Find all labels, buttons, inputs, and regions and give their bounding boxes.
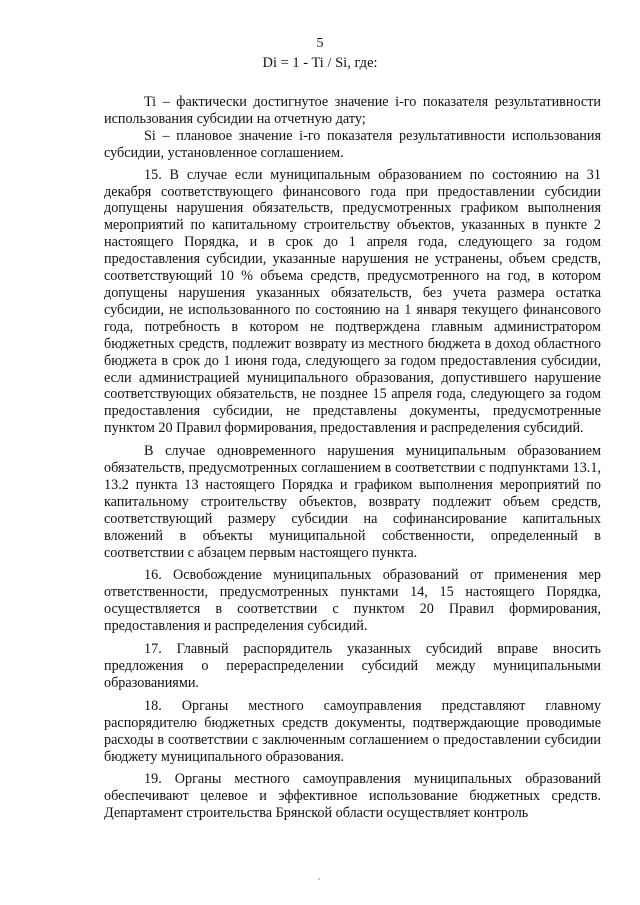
page-number: 5 — [316, 36, 324, 51]
paragraph-clause-15-part-2: В случае одновременного нарушения муниципальным образованием обязательств, предусмотренных соглашением в соответствии с подпунктами 13.1, 13.2 пункта 13 настоящего Порядка и графиком выполнения мероприятий по капитальному строительству объектов, возврату подлежит объем средств, соответствующий размеру субсидии на софинансирование капитальных вложений в объекты муниципальной собственности, определенный в соответствии с абзацем первым настоящего пункта. — [104, 443, 601, 561]
paragraph-si-definition: Si – плановое значение i-го показателя результативности использования субсидии, установленное соглашением. — [104, 127, 601, 161]
document-body — [104, 94, 601, 822]
formula-line: Di = 1 - Ti / Si, где: — [262, 55, 378, 71]
paragraph-clause-17: 17. Главный распорядитель указанных субсидий вправе вносить предложения о перераспределении субсидий между муниципальными образованиями. — [104, 641, 601, 691]
paragraph-clause-16: 16. Освобождение муниципальных образований от применения мер ответственности, предусмотренных пунктами 14, 15 настоящего Порядка, осуществляется в соответствии с пунктом 20 Правил формирования, предоставления и распределения субсидий. — [104, 567, 601, 635]
paragraph-clause-19: 19. Органы местного самоуправления муниципальных образований обеспечивают целевое и эффективное использование бюджетных средств. Департамент строительства Брянской области осуществляет контроль — [104, 771, 601, 822]
scan-speck — [318, 878, 320, 880]
paragraph-clause-15: 15. В случае если муниципальным образованием по состоянию на 31 декабря соответствующего финансового года при предоставлении субсидии допущены нарушения обязательств, предусмотренных графиком выполнения мероприятий по капитальному строительству объектов, указанных в пункте 2 настоящего Порядка, и в срок до 1 апреля года, следующего за годом предоставления субсидии, указанные нарушения не устранены, объем средств, соответствующий 10 % объема средств, предусмотренного на год, в котором допущены нарушения указанных обязательств, без учета размера остатка субсидии, не использованного по состоянию на 1 января текущего финансового года, потребность в котором не подтверждена главным администратором бюджетных средств, подлежит возврату из местного бюджета в доход областного бюджета в срок до 1 июня года, следующего за годом предоставления субсидии, если администрацией муниципального образования, допустившего нарушение соответствующих обязательств, не позднее 15 апреля года, следующего за годом предоставления субсидии, не представлены документы, предусмотренные пунктом 20 Правил формирования, предоставления и распределения субсидий. — [104, 166, 601, 437]
paragraph-ti-definition: Ti – фактически достигнутое значение i-го показателя результативности использования субсидии на отчетную дату; — [104, 94, 601, 127]
paragraph-clause-18: 18. Органы местного самоуправления представляют главному распорядителю бюджетных средств документы, подтверждающие проводимые расходы в соответствии с заключенным соглашением о предоставлении субсидии бюджету муниципального образования. — [104, 697, 601, 765]
